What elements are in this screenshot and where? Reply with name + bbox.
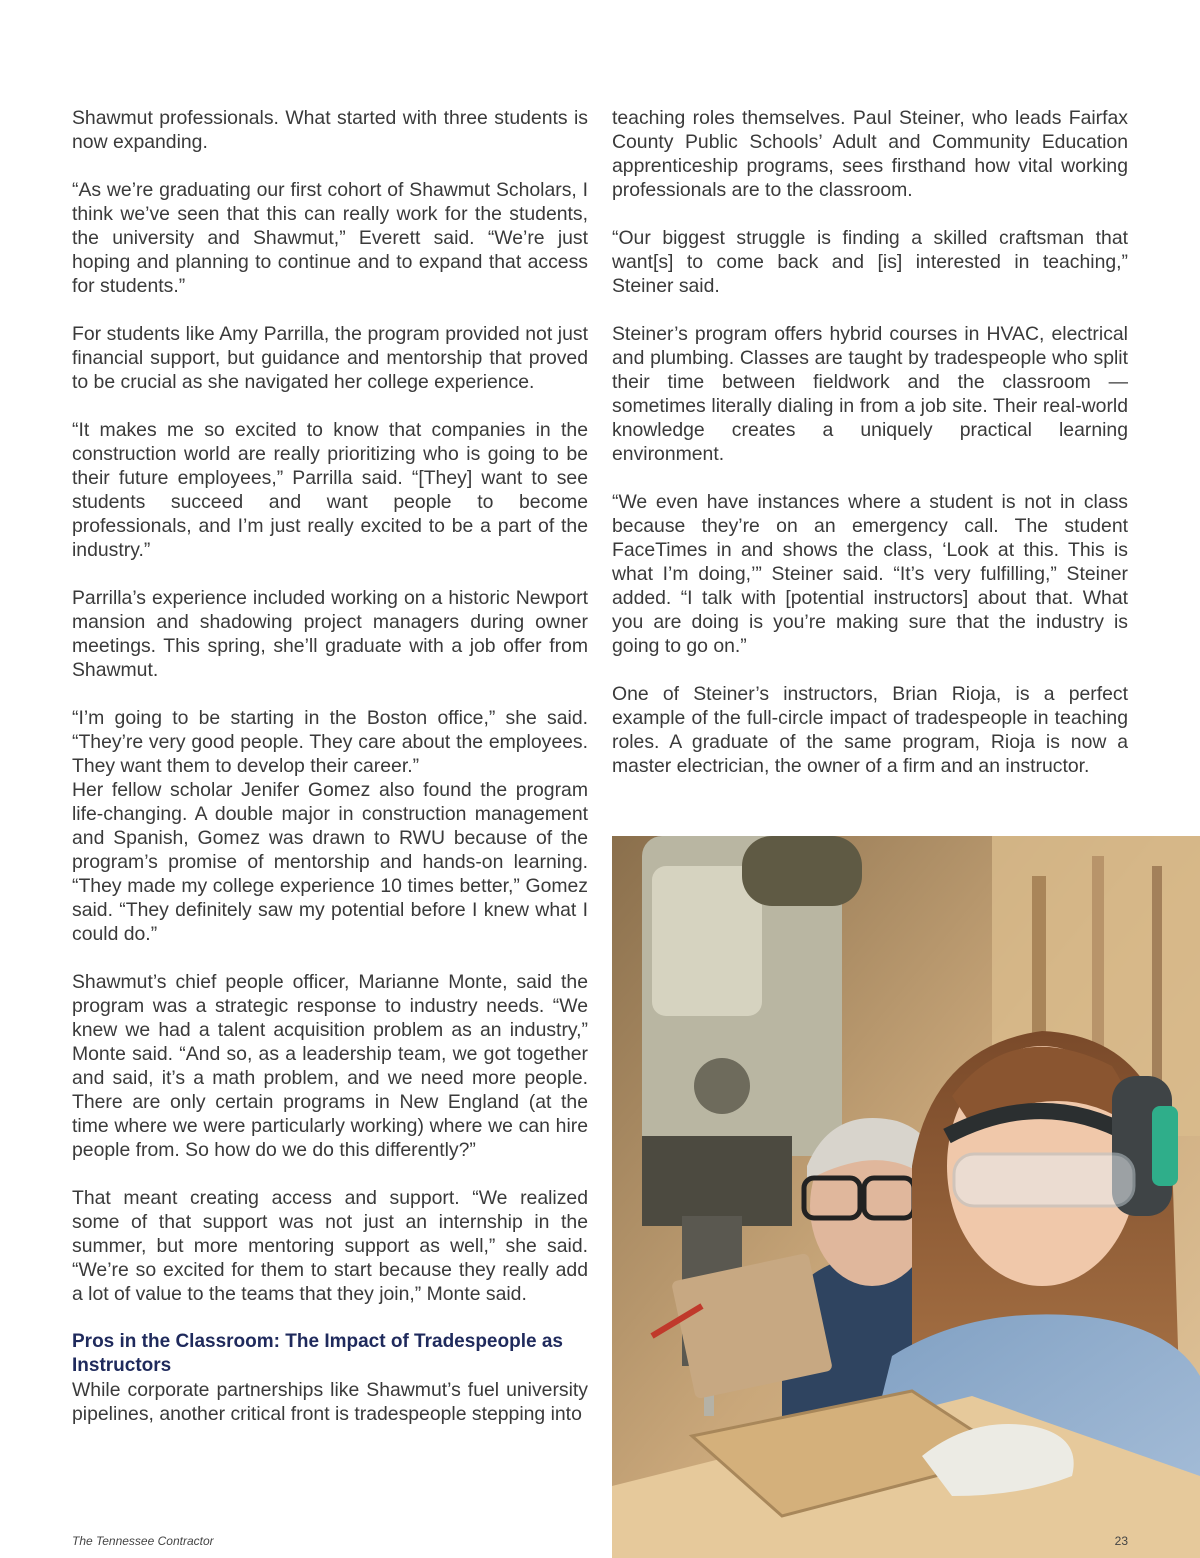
publication-name: The Tennessee Contractor	[72, 1534, 214, 1548]
article-paragraph: Shawmut’s chief people officer, Marianne Monte, said the program was a strategic response to industry needs. “We knew we had a talent acquisition problem as an industry,” Monte said. “And so, as a leadership team, we got together and said, it’s a math problem, and we need more people. There are only certain programs in New England (at the time where we were particularly working) where we can hire people from. So how do we do this differently?”	[72, 971, 588, 1161]
section-subheading: Pros in the Classroom: The Impact of Tradespeople as Instructors	[72, 1331, 563, 1376]
page-number: 23	[1114, 1534, 1128, 1548]
article-paragraph: “We even have instances where a student is not in class because they’re on an emergency call. The student FaceTimes in and shows the class, ‘Look at this. This is what I’m doing,’” Steiner said. “It’s very fulfilling,” Steiner added. “I talk with [potential instructors] about that. What you are doing is you’re making sure that the industry is going to go on.”	[612, 491, 1128, 657]
article-paragraph: Parrilla’s experience included working on a historic Newport mansion and shadowing project managers during owner meetings. This spring, she’ll graduate with a job offer from Shawmut.	[72, 587, 588, 681]
article-paragraph: For students like Amy Parrilla, the program provided not just financial support, but guidance and mentorship that proved to be crucial as she navigated her college experience.	[72, 323, 588, 393]
article-paragraph: Shawmut professionals. What started with three students is now expanding.	[72, 107, 588, 153]
article-paragraph: “It makes me so excited to know that companies in the construction world are really prioritizing who is going to be their future employees,” Parrilla said. “[They] want to see students succeed and want people to become professionals, and I’m just really excited to be a part of the industry.”	[72, 419, 588, 561]
workshop-photo	[612, 836, 1200, 1558]
article-paragraph: “As we’re graduating our first cohort of Shawmut Scholars, I think we’ve seen that this can really work for the students, the university and Shawmut,” Everett said. “We’re just hoping and planning to continue and to expand that access for students.”	[72, 179, 588, 297]
workshop-illustration	[612, 836, 1200, 1558]
article-paragraph: That meant creating access and support. “We realized some of that support was not just an internship in the summer, but more mentoring support as well,” she said. “We’re so excited for them to start because they really add a lot of value to the teams that they join,” Monte said.	[72, 1187, 588, 1305]
article-paragraph: Her fellow scholar Jenifer Gomez also found the program life-changing. A double major in construction management and Spanish, Gomez was drawn to RWU because of the program’s promise of mentorship and hands-on learning. “They made my college experience 10 times better,” Gomez said. “They definitely saw my potential before I knew what I could do.”	[72, 779, 588, 945]
article-paragraph: While corporate partnerships like Shawmut’s fuel university pipelines, another critical front is tradespeople stepping into	[72, 1379, 588, 1425]
article-paragraph: teaching roles themselves. Paul Steiner, who leads Fairfax County Public Schools’ Adult and Community Education apprenticeship programs, sees firsthand how vital working professionals are to the classroom.	[612, 107, 1128, 201]
article-paragraph: One of Steiner’s instructors, Brian Rioja, is a perfect example of the full-circle impact of tradespeople in teaching roles. A graduate of the same program, Rioja is now a master electrician, the owner of a firm and an instructor.	[612, 683, 1128, 777]
article-paragraph: “I’m going to be starting in the Boston office,” she said. “They’re very good people. They care about the employees. They want them to develop their career.”	[72, 707, 588, 777]
article-paragraph: “Our biggest struggle is finding a skilled craftsman that want[s] to come back and [is] interested in teaching,” Steiner said.	[612, 227, 1128, 297]
article-paragraph: Steiner’s program offers hybrid courses in HVAC, electrical and plumbing. Classes are taught by tradespeople who split their time between fieldwork and the classroom — sometimes literally dialing in from a job site. Their real-world knowledge creates a uniquely practical learning environment.	[612, 323, 1128, 465]
left-column	[72, 106, 588, 1426]
right-column	[612, 106, 1128, 778]
